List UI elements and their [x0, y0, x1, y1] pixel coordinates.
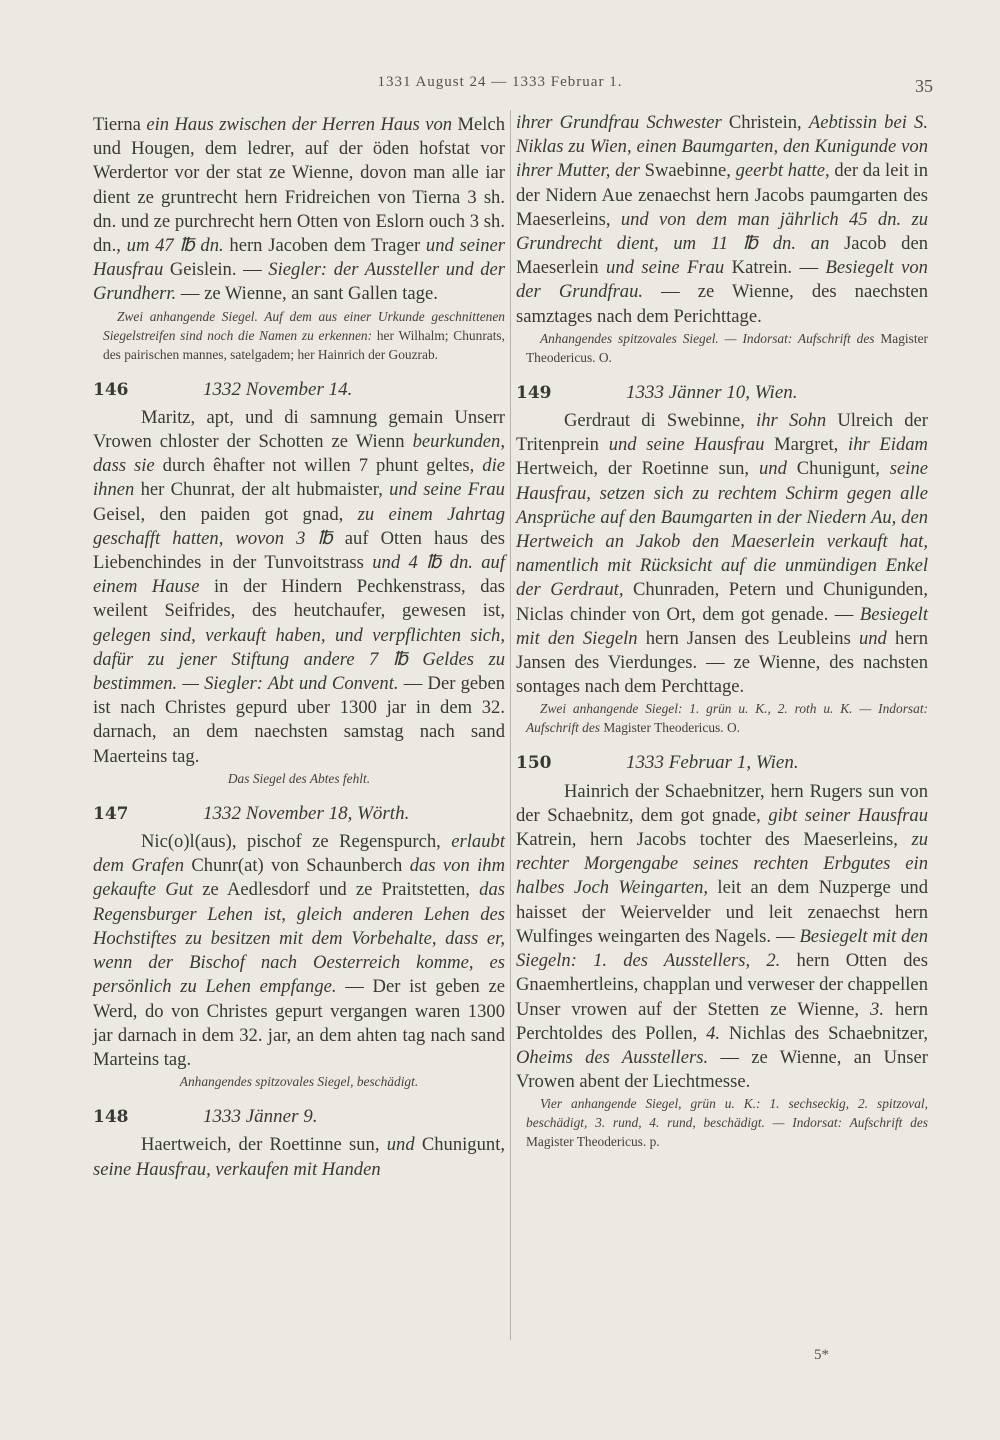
- entry-date: 1332 November 14.: [203, 378, 353, 400]
- entry-149-note: Zwei anhangende Siegel: 1. grün u. K., 2. roth u. K. — Indorsat: Aufschrift des Magister Theodericus. O.: [526, 701, 928, 736]
- signature-mark: 5*: [814, 1347, 829, 1363]
- carry-over-note: Anhangendes spitzovales Siegel. — Indorsat: Aufschrift des Magister Theodericus. O.: [526, 330, 928, 365]
- entry-148-heading: [93, 1105, 505, 1129]
- entry-147-text: Nic(o)l(aus), pischof ze Regenspurch, erlaubt dem Grafen Chunr(at) von Schaunberch das von ihm gekaufte Gut ze Aedlesdorf und ze Praitstetten, das Regensburger Lehen ist, gleich anderen Lehen des Hochstiftes zu besitzen mit dem Vorbehalte, dass er, wenn der Bischof nach Oesterreich komme, es persönlich zu Lehen empfange. — Der ist geben ze Werd, do von Christes gepurt vergangen waren 1300 jar darnach in dem 32. jar, an dem ahten tag nach sand Marteins tag.: [93, 831, 505, 1070]
- left-column: [93, 113, 505, 1182]
- page-number: 35: [915, 76, 933, 96]
- entry-date: 1333 Februar 1, Wien.: [626, 752, 799, 774]
- entry-number: 149: [516, 382, 552, 403]
- entry-146-note: Das Siegel des Abtes fehlt.: [227, 770, 371, 786]
- entry-number: 148: [93, 1107, 129, 1128]
- entry-number: 150: [516, 753, 552, 774]
- entry-number: 146: [93, 379, 129, 400]
- entry-date: 1333 Jänner 9.: [203, 1106, 318, 1128]
- running-head: 1331 August 24 — 1333 Februar 1.: [377, 74, 623, 90]
- entry-146-text: Maritz, apt, und di samnung gemain Unserr Vrowen chloster der Schotten ze Wienn beurkunden, dass sie durch êhafter not willen 7 phunt geltes, die ihnen her Chunrat, der alt hubmaister, und seine Frau Geisel, den paiden got gnad, zu einem Jahrtag geschafft hatten, wovon 3 ℔ auf Otten haus des Liebenchindes in der Tunvoitstrass und 4 ℔ dn. auf einem Hause in der Hindern Pechkenstrass, das weilent Seifrides, des heutchaufer, gewesen ist, gelegen sind, verkauft haben, und verpflichten sich, dafür zu jener Stiftung andere 7 ℔ Geldes zu bestimmen. — Siegler: Abt und Convent. — Der geben ist nach Christes gepurd uber 1300 jar in dem 32. darnach, an dem naechsten samstag nach sand Maerteins tag.: [93, 406, 506, 767]
- entry-149-text: Gerdraut di Swebinne, ihr Sohn Ulreich der Tritenprein und seine Hausfrau Margret, ihr Eidam Hertweich, der Roetinne sun, und Chunigunt, seine Hausfrau, setzen sich zu rechtem Schirm gegen alle Ansprüche auf den Baumgarten in der Niedern Au, den Hertweich an Jakob den Maeserlein verkauft hat, namentlich mit Rücksicht auf die unmündigen Enkel der Gerdraut, Chunraden, Petern und Chunigunden, Niclas chinder von Ort, dem got genade. — Besiegelt mit den Siegeln hern Jansen des Leubleins und hern Jansen des Vierdunges. — ze Wienne, des nachsten sontages nach dem Perchttage.: [516, 410, 929, 698]
- entry-147-heading: [93, 802, 505, 826]
- entry-150-note: Vier anhangende Siegel, grün u. K.: 1. sechseckig, 2. spitzoval, beschädigt, 3. rund, 4. rund, beschädigt. — Indorsat: Aufschrift des Magister Theodericus. p.: [526, 1096, 928, 1150]
- entry-number: 147: [93, 803, 129, 824]
- carry-over-note: Zwei anhangende Siegel. Auf dem aus einer Urkunde geschnittenen Siegelstreifen sind noch die Namen zu erkennen: her Wilhalm; Chunrats, des pairischen mannes, satelgadem; her Hainrich der Gouzrab.: [103, 308, 505, 362]
- entry-147-note: Anhangendes spitzovales Siegel, beschädigt.: [179, 1074, 419, 1090]
- entry-150-text: Hainrich der Schaebnitzer, hern Rugers sun von der Schaebnitz, dem got gnade, gibt seiner Hausfrau Katrein, hern Jacobs tochter des Maeserleins, zu rechter Morgengabe seines rechten Erbgutes ein halbes Joch Weingarten, leit an dem Nuzperge und haisset der Weiervelder und leit zenaechst hern Wulfinges weingarten des Nagels. — Besiegelt mit den Siegeln: 1. des Ausstellers, 2. hern Otten des Gnaemhertleins, chapplan und verweser der chappellen Unser vrowen auf der Stetten ze Wienne, 3. hern Perchtoldes des Pollen, 4. Nichlas des Schaebnitzer, Oheims des Ausstellers. — ze Wienne, an Unser Vrowen abent der Liechtmesse.: [516, 780, 928, 1093]
- carry-over-text: ihrer Grundfrau Schwester Christein, Aebtissin bei S. Niklas zu Wien, einen Baumgarten, den Kunigunde von ihrer Mutter, der Swaebinne, geerbt hatte, der da leit in der Nidern Aue zenaechst hern Jacobs paumgarten des Maeserleins, und von dem man jährlich 45 dn. zu Grundrecht dient, um 11 ℔ dn. an Jacob den Maeserlein und seine Frau Katrein. — Besiegelt von der Grundfrau. — ze Wienne, des naechsten samztages nach dem Perichttage.: [516, 112, 928, 327]
- entry-149-heading: [516, 381, 928, 405]
- entry-150-heading: [516, 751, 928, 775]
- column-rule: [510, 110, 511, 1340]
- entry-date: 1332 November 18, Wörth.: [203, 802, 410, 824]
- carry-over-text: Tierna ein Haus zwischen der Herren Haus von Melch und Hougen, dem ledrer, auf der öden hofstat vor Werdertor vor der stat ze Wienne, dovon man alle iar dient ze gruntrecht hern Fridreichen von Tierna 3 sh. dn. und ze purchrecht hern Otten von Eslorn ouch 3 sh. dn., um 47 ℔ dn. hern Jacoben dem Trager und seiner Hausfrau Geislein. — Siegler: der Aussteller und der Grundherr. — ze Wienne, an sant Gallen tage.: [93, 114, 506, 305]
- entry-date: 1333 Jänner 10, Wien.: [626, 381, 798, 403]
- right-column: [516, 111, 928, 1151]
- entry-146-heading: [93, 378, 505, 402]
- entry-148-text: Haertweich, der Roettinne sun, und Chunigunt, seine Hausfrau, verkaufen mit Handen: [93, 1134, 506, 1180]
